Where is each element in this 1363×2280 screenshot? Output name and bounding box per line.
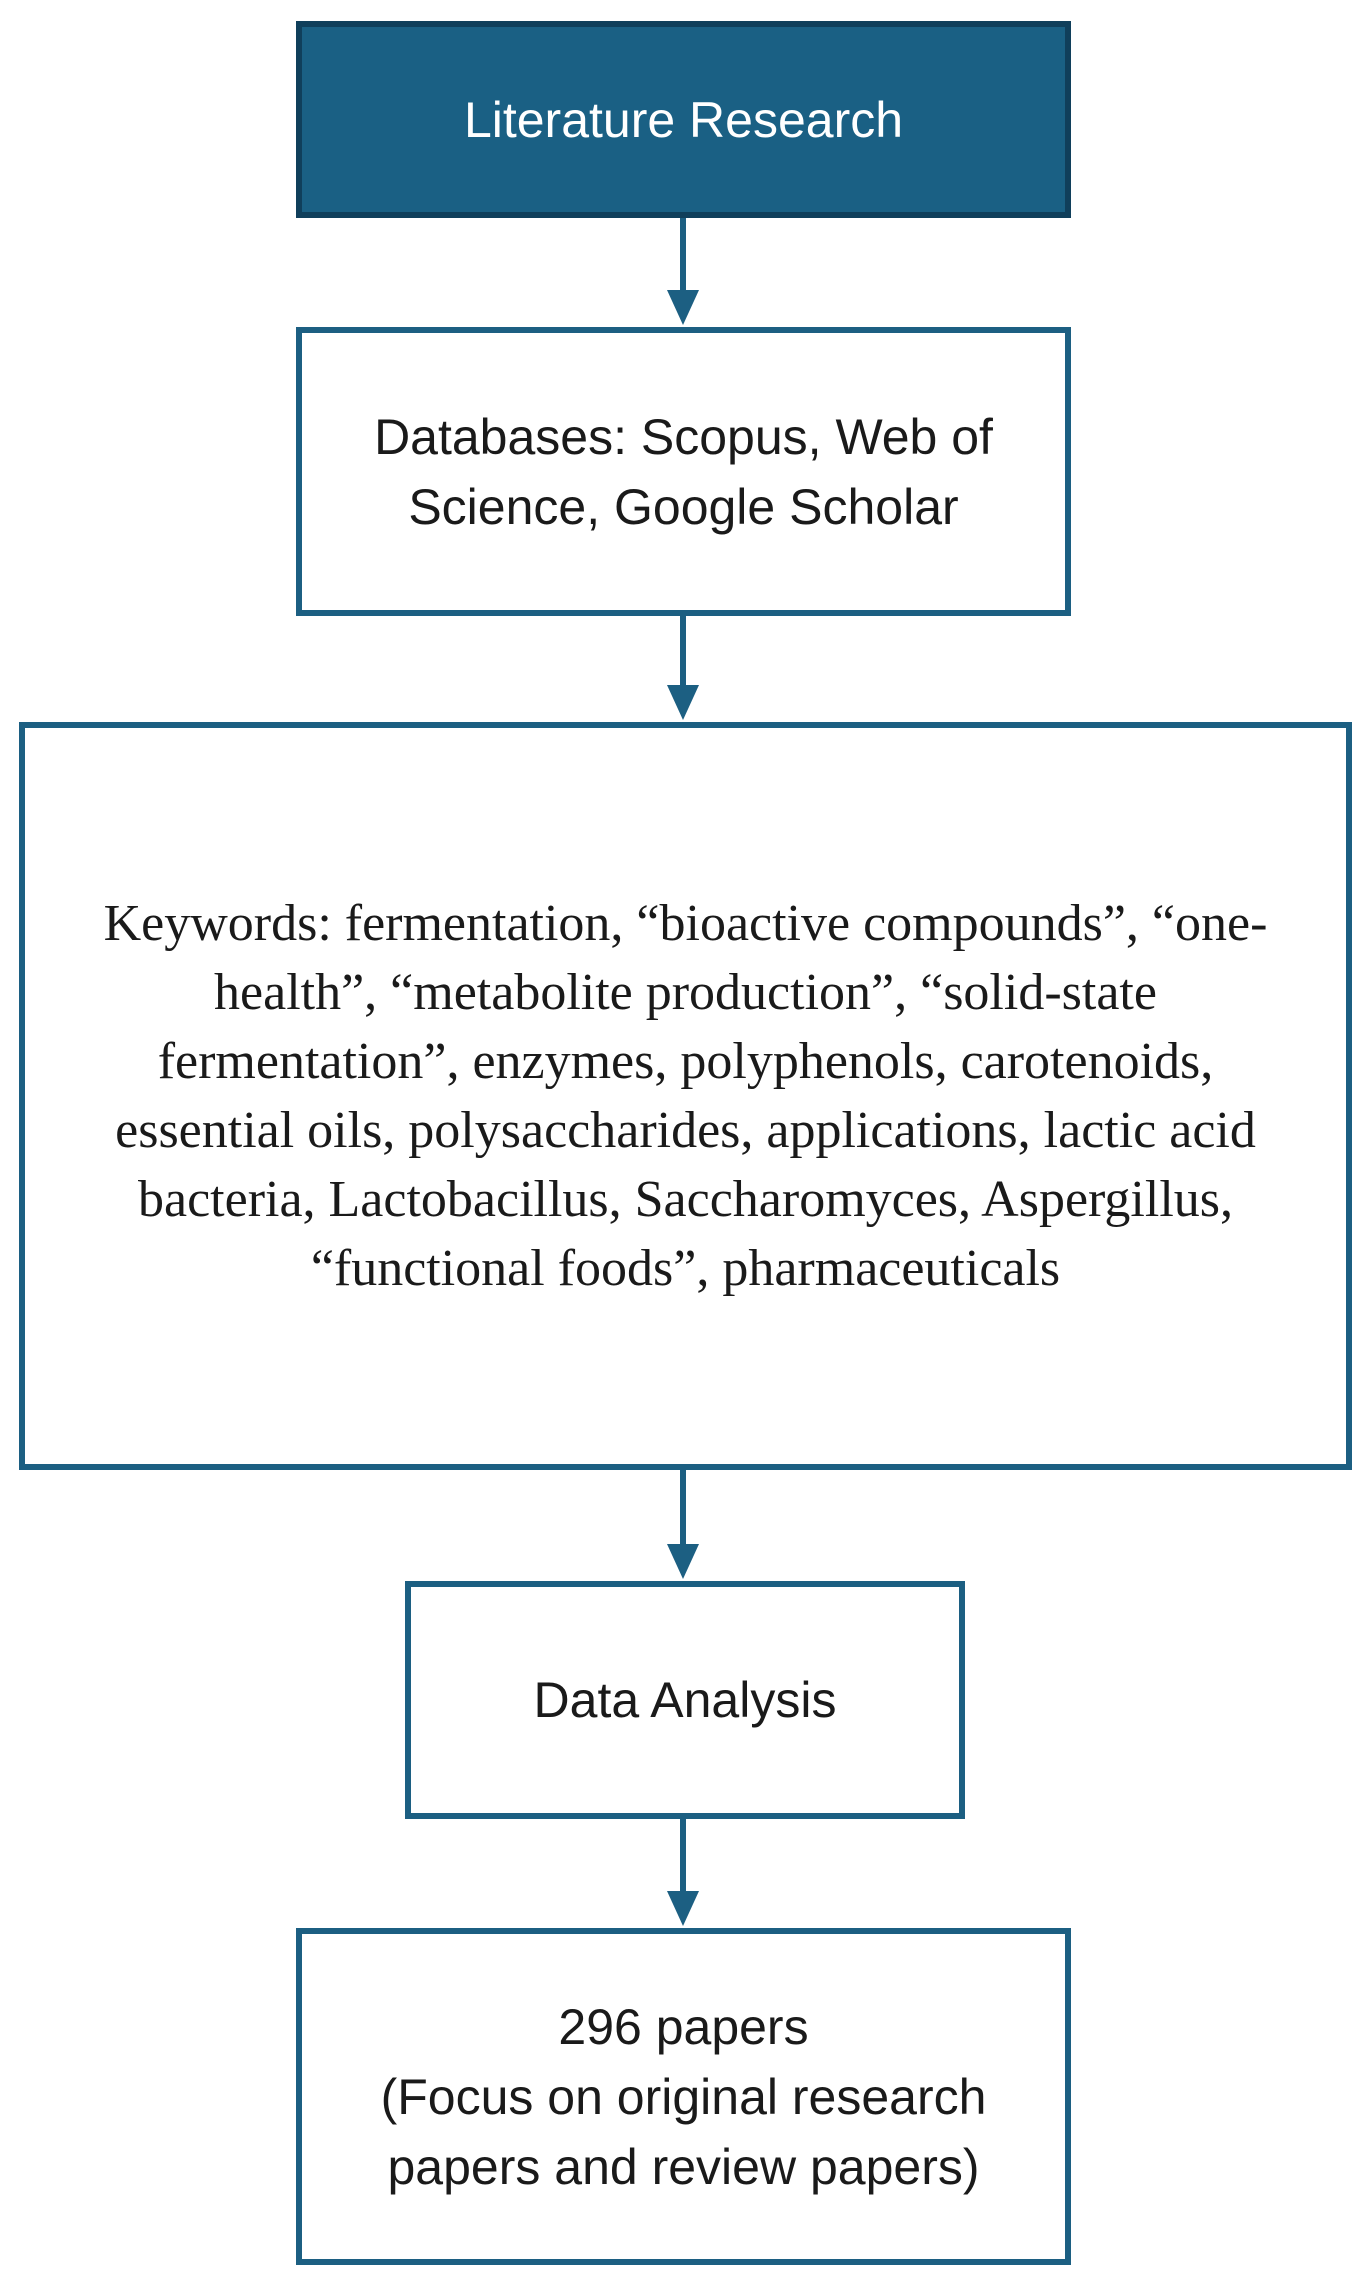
paper-count: 296 papers [558, 1998, 809, 2055]
keywords-label: Keywords: fermentation, “bioactive compounds”, “one-health”, “metabolite production”, “solid-state fermentation”, enzymes, polyphenols, carotenoids, essential oils, polysaccharides, applications, lactic acid bacteria, Lactobacillus, Saccharomyces, Aspergillus, “functional foods”, pharmaceuticals [103, 895, 1268, 1297]
arrow-3 [667, 1470, 699, 1579]
data-analysis-label: Data Analysis [533, 1672, 837, 1728]
literature-research-label: Literature Research [463, 91, 904, 148]
arrow-1 [667, 218, 699, 325]
literature-research-box [296, 21, 1071, 218]
databases-label: Databases: Scopus, Web of Science, Google Scholar [374, 408, 993, 535]
keywords-box [19, 722, 1352, 1470]
data-analysis-box [405, 1581, 965, 1819]
arrow-4 [667, 1819, 699, 1926]
arrow-2 [667, 616, 699, 720]
paper-focus-note: (Focus on original research papers and review papers) [380, 2068, 987, 2195]
result-box [296, 1928, 1071, 2265]
databases-box [296, 327, 1071, 616]
